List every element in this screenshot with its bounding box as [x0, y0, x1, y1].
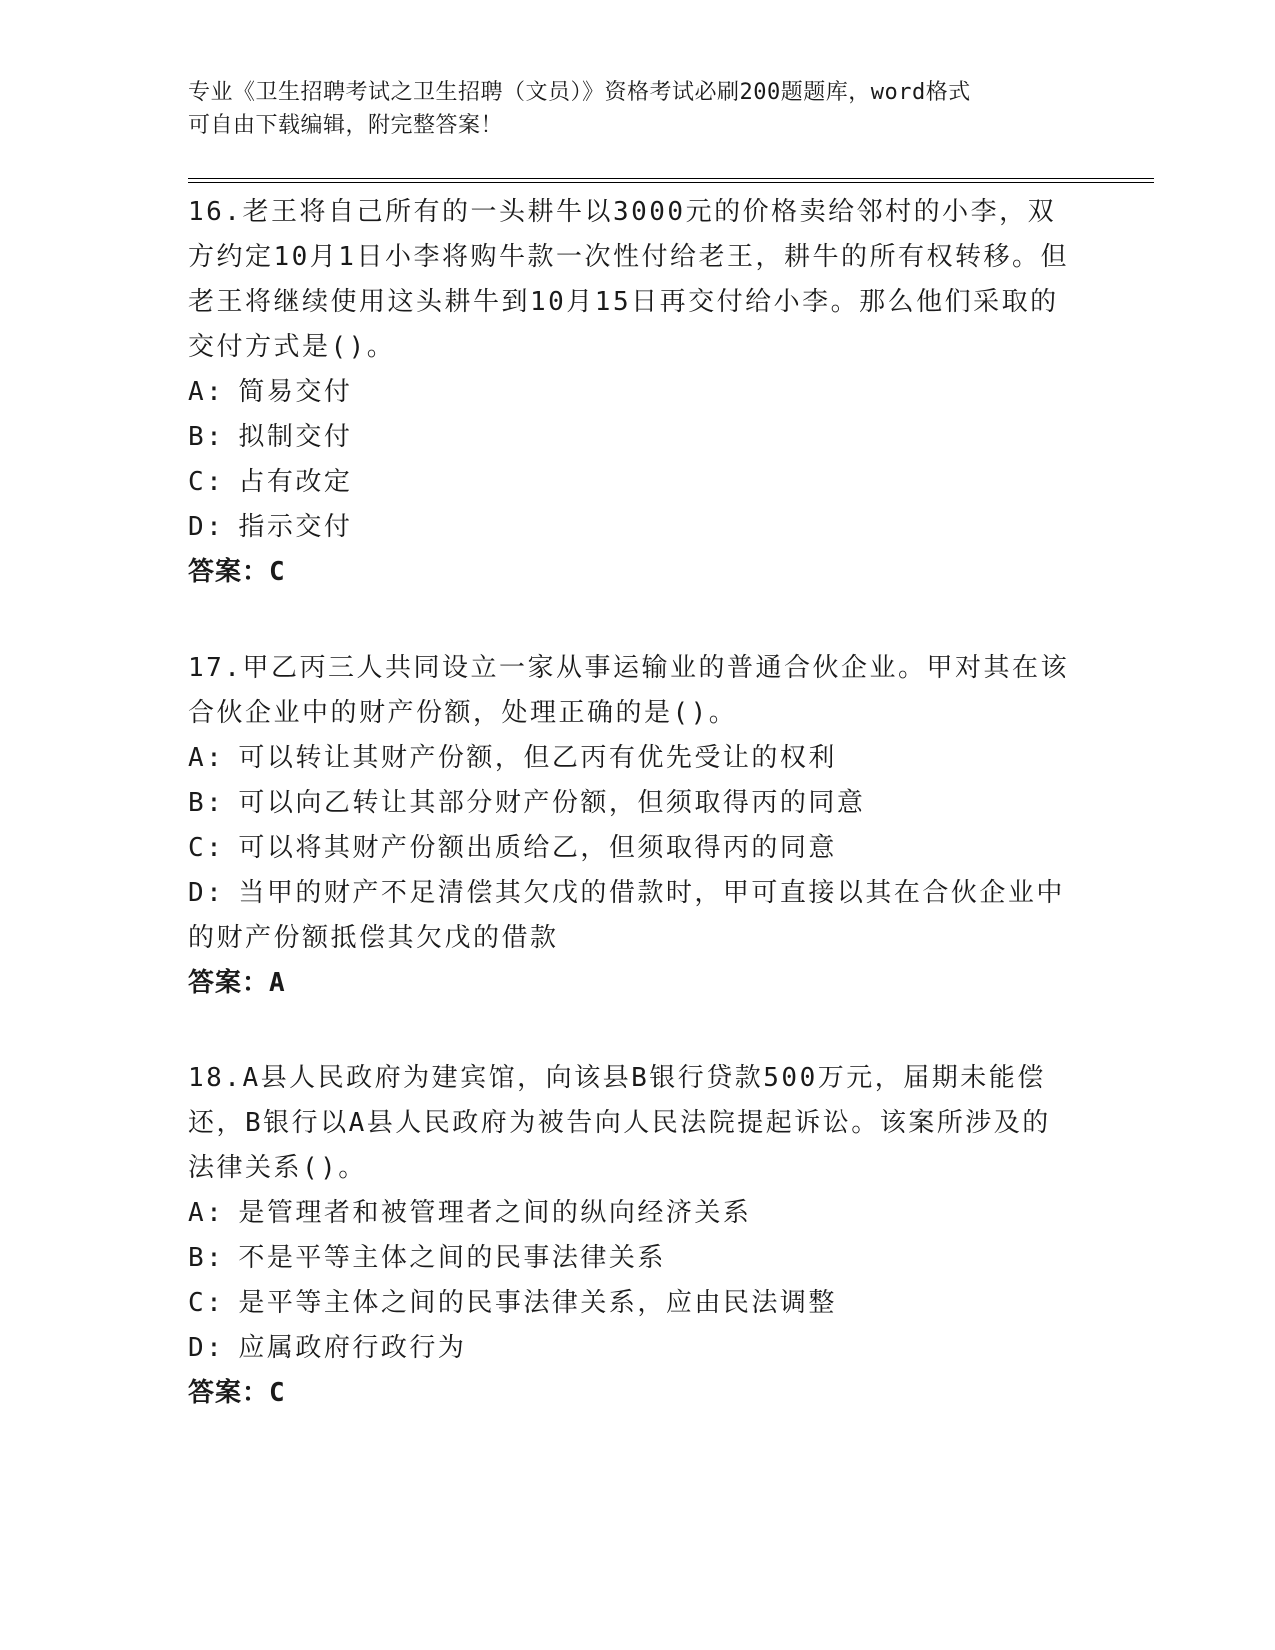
option-d: [188, 505, 1078, 550]
option-text: 应属政府行政行为: [238, 1333, 467, 1363]
option-text: 当甲的财产不足清偿其欠戊的借款时，甲可直接以其在合伙企业中的财产份额抵偿其欠戊的借款: [188, 878, 1065, 953]
option-key: C:: [188, 1288, 225, 1318]
question-16: [188, 190, 1078, 595]
option-b: [188, 1236, 1078, 1281]
header-divider-top: [188, 178, 1154, 179]
option-text: 不是平等主体之间的民事法律关系: [238, 1243, 666, 1273]
question-18: [188, 1056, 1078, 1416]
option-key: D:: [188, 878, 225, 908]
option-key: C:: [188, 467, 225, 497]
option-a: [188, 736, 1078, 781]
option-key: D:: [188, 1333, 225, 1363]
option-b: [188, 781, 1078, 826]
option-key: B:: [188, 1243, 225, 1273]
answer: 答案：C: [188, 557, 286, 587]
option-key: C:: [188, 833, 225, 863]
option-a: [188, 1191, 1078, 1236]
header-line-2: 可自由下载编辑，附完整答案！: [188, 113, 504, 138]
option-text: 可以转让其财产份额，但乙丙有优先受让的权利: [238, 743, 837, 773]
option-text: 指示交付: [238, 512, 353, 542]
option-text: 可以向乙转让其部分财产份额，但须取得丙的同意: [238, 788, 866, 818]
option-key: A:: [188, 1198, 225, 1228]
answer: 答案：C: [188, 1378, 286, 1408]
option-text: 是平等主体之间的民事法律关系，应由民法调整: [238, 1288, 837, 1318]
option-key: A:: [188, 377, 225, 407]
question-stem: 16.老王将自己所有的一头耕牛以3000元的价格卖给邻村的小李，双方约定10月1日小李将购牛款一次性付给老王，耕牛的所有权转移。但老王将继续使用这头耕牛到10月15日再交付给小李。那么他们采取的交付方式是()。: [188, 197, 1069, 362]
option-key: B:: [188, 788, 225, 818]
option-b: [188, 415, 1078, 460]
option-c: [188, 826, 1078, 871]
option-c: [188, 460, 1078, 505]
option-d: [188, 1326, 1078, 1371]
question-17: [188, 646, 1078, 1006]
option-text: 可以将其财产份额出质给乙，但须取得丙的同意: [238, 833, 837, 863]
option-text: 拟制交付: [238, 422, 353, 452]
document-header: [188, 76, 1088, 142]
answer: 答案：A: [188, 968, 286, 998]
option-a: [188, 370, 1078, 415]
option-d: [188, 871, 1078, 961]
option-key: D:: [188, 512, 225, 542]
option-key: A:: [188, 743, 225, 773]
option-c: [188, 1281, 1078, 1326]
header-divider-bottom: [188, 182, 1154, 183]
option-key: B:: [188, 422, 225, 452]
question-stem: 17.甲乙丙三人共同设立一家从事运输业的普通合伙企业。甲对其在该合伙企业中的财产份额，处理正确的是()。: [188, 653, 1069, 728]
option-text: 简易交付: [238, 377, 353, 407]
option-text: 是管理者和被管理者之间的纵向经济关系: [238, 1198, 752, 1228]
option-text: 占有改定: [238, 467, 353, 497]
question-stem: 18.A县人民政府为建宾馆，向该县B银行贷款500万元，届期未能偿还，B银行以A县人民政府为被告向人民法院提起诉讼。该案所涉及的法律关系()。: [188, 1063, 1051, 1183]
header-line-1: 专业《卫生招聘考试之卫生招聘（文员）》资格考试必刷200题题库，word格式: [188, 80, 971, 105]
